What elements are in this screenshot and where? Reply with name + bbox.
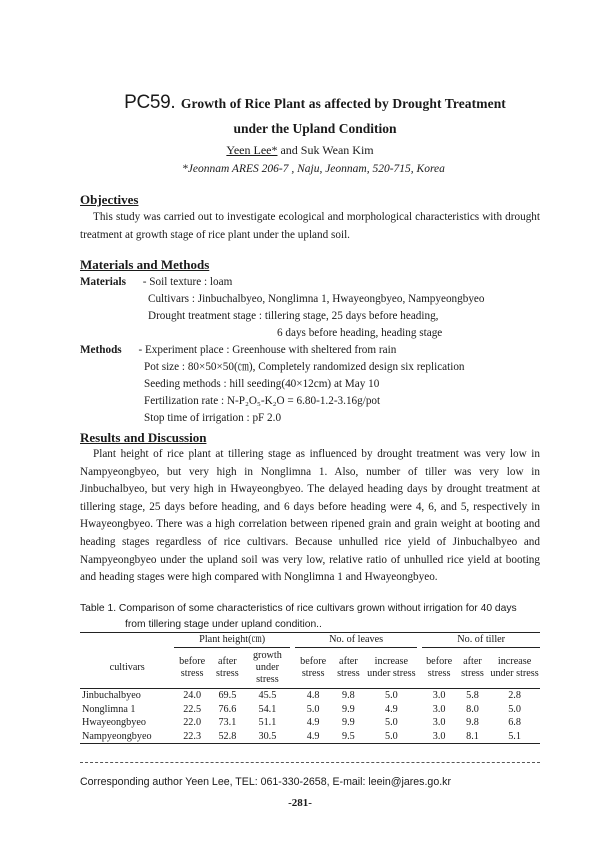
authors xyxy=(0,143,600,158)
header-after-stress: after stress xyxy=(331,648,366,689)
methods-item: Fertilization rate : N-P₂O₅-K₂O = 6.80-1.2-3.16g/pot xyxy=(144,395,381,407)
methods-item: Stop time of irrigation : pF 2.0 xyxy=(144,412,282,424)
results-heading: Results and Discussion xyxy=(80,430,207,445)
methods-heading: Materials and Methods xyxy=(80,257,210,272)
materials-item: Cultivars : Jinbuchalbyeo, Nonglimna 1, Hwayeongbyeo, Nampyeongbyeo xyxy=(148,293,485,305)
table-row: Hwayeongbyeo 22.0 73.1 51.1 4.9 9.9 5.0 3.0 9.8 6.8 xyxy=(82,717,521,728)
methods-item: Pot size : 80×50×50(㎝), Completely randomized design six replication xyxy=(144,361,465,373)
header-before-stress: before stress xyxy=(295,648,330,689)
materials-item: - Soil texture : loam xyxy=(142,276,233,288)
table-row: Nampyeongbyeo 22.3 52.8 30.5 4.9 9.5 5.0 3.0 8.1 5.1 xyxy=(80,730,540,744)
header-increase-under-stress: increase under stress xyxy=(489,648,540,689)
title-line-1: Growth of Rice Plant as affected by Drought Treatment xyxy=(180,96,506,111)
cultivar-comparison-table xyxy=(80,632,540,744)
methods-item: - Experiment place : Greenhouse with sheltered from rain xyxy=(138,344,397,356)
header-increase-under-stress: increase under stress xyxy=(366,648,417,689)
results-text: Plant height of rice plant at tillering stage as influenced by drought treatment was very low in Nampyeongbyeo, but very high in Nonglimna 1. Also, number of tiller was very low in Jinbuchalbyeo, but very high in Hwayeongbyeo. The delayed heading days by drought treatment at tillering stage, 25 days before heading, and 6 days before heading were 4, 6, and 5, respectively in Hwayeongbyeo. There was a high correlation between ripened grain and grain weight at booting and heading stages regardless of rice cultivars. Because unhulled rice yield of Jinbuchalbyeo and Nampyeongbyeo under the upland soil was very low, relative ratio of unhulled rice yield at booting and heading stages were high compared with Nonglimna 1 and Hwayeongbyeo. xyxy=(80,448,540,584)
materials-item: 6 days before heading, heading stage xyxy=(277,327,443,339)
paper-title xyxy=(80,92,550,140)
objectives-heading: Objectives xyxy=(80,192,139,207)
title-line-2: under the Upland Condition xyxy=(233,121,397,136)
methods-label: Methods xyxy=(80,344,122,356)
methods-item: Seeding methods : hill seeding(40×12cm) at May 10 xyxy=(144,378,380,390)
corresponding-author: Yeen Lee* xyxy=(226,143,278,157)
header-plant-height: Plant height(㎝) xyxy=(174,633,289,648)
table-row: Jinbuchalbyeo 24.0 69.5 45.5 4.8 9.8 5.0 3.0 5.8 2.8 xyxy=(82,690,521,701)
header-no-of-tiller: No. of tiller xyxy=(422,633,540,648)
materials-label: Materials xyxy=(80,276,126,288)
table-row: Nonglimna 1 22.5 76.6 54.1 5.0 9.9 4.9 3.0 8.0 5.0 xyxy=(82,703,521,715)
header-after-stress: after stress xyxy=(210,648,245,689)
abstract-code: PC59. xyxy=(124,92,176,113)
header-growth-under-stress: growth under stress xyxy=(245,648,290,689)
corresponding-author-footer: Corresponding author Yeen Lee, TEL: 061-330-2658, E-mail: leein@jares.go.kr xyxy=(80,776,451,788)
affiliation: *Jeonnam ARES 206-7 , Naju, Jeonnam, 520-715, Korea xyxy=(182,163,445,175)
objectives-text: This study was carried out to investigate ecological and morphological characteristics with drought treatment at growth stage of rice plant under the upland soil. xyxy=(80,211,540,241)
header-after-stress: after stress xyxy=(456,648,489,689)
header-before-stress: before stress xyxy=(174,648,209,689)
header-before-stress: before stress xyxy=(422,648,455,689)
header-no-of-leaves: No. of leaves xyxy=(295,633,416,648)
materials-item: Drought treatment stage : tillering stage, 25 days before heading, xyxy=(148,310,439,322)
footer-divider xyxy=(80,762,540,763)
header-cultivars: cultivars xyxy=(80,648,174,689)
page-number: -281- xyxy=(288,797,312,809)
table-caption: Table 1. Comparison of some characteristics of rice cultivars grown without irrigation for 40 days from tillering stage under upland condition.. xyxy=(80,603,517,630)
co-authors: and Suk Wean Kim xyxy=(277,143,374,157)
